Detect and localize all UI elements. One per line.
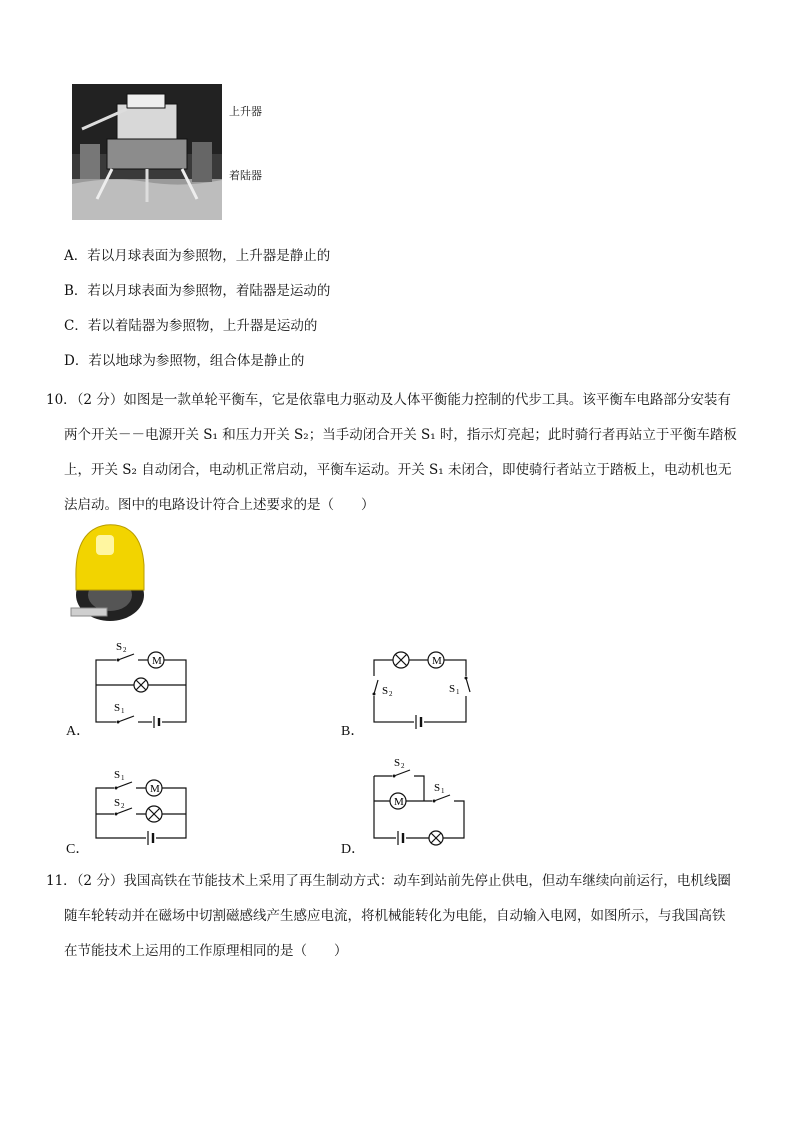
- circuit-c-s2-label: S: [114, 797, 121, 809]
- q10-line-2: 两个开关－－电源开关 S₁ 和压力开关 S₂；当手动闭合开关 S₁ 时，指示灯亮起；此时骑行者再站立于平衡车踏板: [64, 427, 737, 443]
- circuit-d-s2-sub: 2: [401, 762, 405, 770]
- circuit-d-s2-label: S: [394, 757, 401, 769]
- circuit-c-option: C．: [66, 842, 90, 857]
- circuit-c-s1-sub: 1: [121, 774, 125, 782]
- circuit-d-s1-sub: 1: [441, 787, 445, 795]
- q9-option-a: A．若以月球表面为参照物，上升器是静止的: [64, 248, 331, 264]
- circuit-b-option: B．: [341, 724, 365, 739]
- circuit-b-s2-sub: 2: [389, 690, 393, 698]
- q10-score: （2 分）: [76, 392, 124, 408]
- ascender-label: 上升器: [229, 105, 262, 118]
- circuit-d: [366, 756, 476, 852]
- q11-line-1: 我国高铁在节能技术上采用了再生制动方式：动车到站前先停止供电，但动车继续向前运行，电机线圈: [123, 873, 731, 889]
- q10-number: 10．: [46, 392, 77, 408]
- circuit-b-s1-sub: 1: [456, 688, 460, 696]
- circuit-c: [88, 764, 198, 854]
- circuit-b-s1-label: S: [449, 683, 456, 695]
- circuit-c-s2-sub: 2: [121, 802, 125, 810]
- circuit-a: [88, 638, 198, 728]
- circuit-d-motor-label: M: [394, 796, 404, 808]
- circuit-d-s1-label: S: [434, 782, 441, 794]
- circuit-a-s2-sub: 2: [123, 646, 127, 654]
- lander-photo: [72, 84, 222, 220]
- circuit-a-option: A．: [66, 724, 91, 739]
- q10-stem: [46, 383, 766, 523]
- circuit-d-option: D．: [341, 842, 366, 857]
- circuit-a-s2-label: S: [116, 641, 123, 653]
- q10-line-4: 法启动。图中的电路设计符合上述要求的是（ ）: [64, 497, 375, 513]
- q9-option-d: D．若以地球为参照物，组合体是静止的: [64, 353, 305, 369]
- q11-score: （2 分）: [76, 873, 124, 889]
- q11-line-2: 随车轮转动并在磁场中切割磁感线产生感应电流，将机械能转化为电能，自动输入电网，如图所示，与我国高铁: [64, 908, 726, 924]
- circuit-b: [366, 646, 476, 732]
- q11-stem: [46, 864, 766, 969]
- q11-number: 11．: [46, 873, 77, 889]
- q10-line-1: 如图是一款单轮平衡车，它是依靠电力驱动及人体平衡能力控制的代步工具。该平衡车电路部分安装有: [123, 392, 731, 408]
- circuit-a-s1-label: S: [114, 702, 121, 714]
- q11-line-3: 在节能技术上运用的工作原理相同的是（ ）: [64, 943, 348, 959]
- q10-line-3: 上，开关 S₂ 自动闭合，电动机正常启动，平衡车运动。开关 S₁ 未闭合，即使骑行者站立于踏板上，电动机也无: [64, 462, 732, 478]
- circuit-a-motor-label: M: [152, 655, 162, 667]
- circuit-b-s2-label: S: [382, 685, 389, 697]
- circuit-a-s1-sub: 1: [121, 707, 125, 715]
- circuit-c-motor-label: M: [150, 783, 160, 795]
- balance-car-photo: [66, 520, 152, 624]
- lander-label: 着陆器: [229, 169, 262, 182]
- circuit-b-motor-label: M: [432, 655, 442, 667]
- q9-option-b: B．若以月球表面为参照物，着陆器是运动的: [64, 283, 331, 299]
- circuit-c-s1-label: S: [114, 769, 121, 781]
- q9-option-c: C．若以着陆器为参照物，上升器是运动的: [64, 318, 318, 334]
